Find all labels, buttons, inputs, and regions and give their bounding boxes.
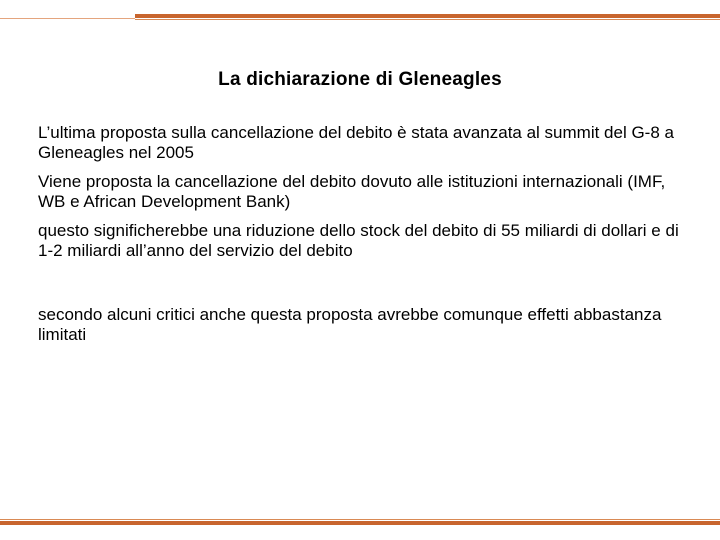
slide-body: [38, 123, 688, 345]
paragraph-4: secondo alcuni critici anche questa proposta avrebbe comunque effetti abbastanza limitati: [38, 305, 662, 344]
paragraph-3: questo significherebbe una riduzione dello stock del debito di 55 miliardi di dollari e di 1-2 miliardi all’anno del servizio del debito: [38, 221, 679, 260]
slide-title: La dichiarazione di Gleneagles: [218, 68, 502, 90]
paragraph-1: L’ultima proposta sulla cancellazione del debito è stata avanzata al summit del G-8 a Gleneagles nel 2005: [38, 123, 674, 162]
bottom-border-thin: [0, 519, 720, 520]
top-border-gap-line: [0, 18, 135, 19]
top-border-gap: [0, 14, 135, 20]
bottom-border-thick: [0, 521, 720, 525]
paragraph-2: Viene proposta la cancellazione del debito dovuto alle istituzioni internazionali (IMF, WB e African Development Bank): [38, 172, 666, 211]
